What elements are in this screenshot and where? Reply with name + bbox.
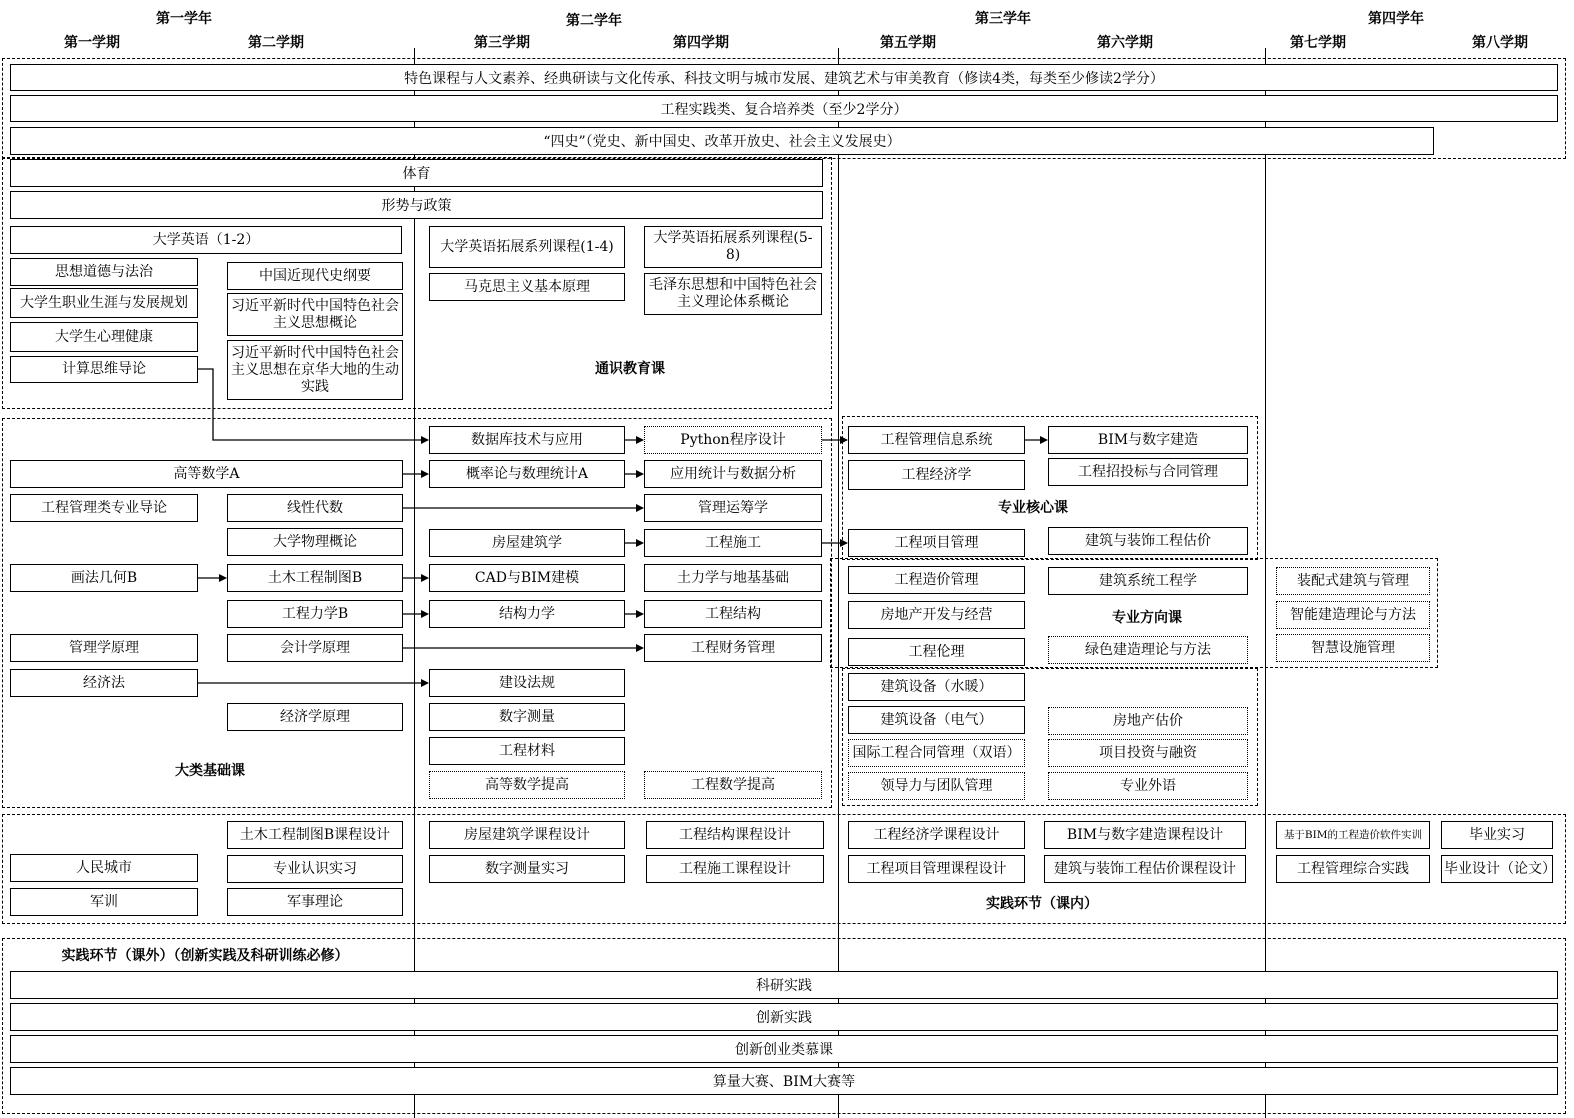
course-leadership: 领导力与团队管理 — [848, 772, 1025, 800]
year-2-header: 第二学年 — [566, 13, 622, 29]
direction-label: 专业方向课 — [1112, 610, 1182, 626]
humanities-bar: 特色课程与人文素养、经典研读与文化传承、科技文明与城市发展、建筑艺术与审美教育（修读4类，每类至少修读2学分） — [10, 64, 1558, 91]
course-pe: 体育 — [10, 159, 823, 187]
semester-1-header: 第一学期 — [64, 35, 120, 51]
course-probability: 概率论与数理统计A — [429, 460, 625, 488]
course-survey-practice: 数字测量实习 — [429, 855, 625, 883]
course-eng-structure: 工程结构 — [644, 600, 822, 628]
course-structure-design: 工程结构课程设计 — [646, 821, 824, 849]
practice-contests: 算量大赛、BIM大赛等 — [10, 1067, 1558, 1095]
course-econ-design: 工程经济学课程设计 — [848, 821, 1025, 849]
course-bim-cost-training: 基于BIM的工程造价软件实训 — [1276, 821, 1430, 849]
course-soil: 土力学与地基基础 — [644, 564, 822, 592]
course-building-design: 房屋建筑学课程设计 — [429, 821, 625, 849]
course-regulations: 建设法规 — [429, 669, 625, 697]
year-1-header: 第一学年 — [156, 11, 212, 27]
semester-6-header: 第六学期 — [1097, 35, 1153, 51]
course-investment: 项目投资与融资 — [1048, 739, 1248, 767]
practice-out-label: 实践环节（课外）（创新实践及科研训练必修） — [61, 948, 349, 964]
course-digital-survey: 数字测量 — [429, 703, 625, 731]
course-mgmt-practice: 工程管理综合实践 — [1276, 855, 1430, 883]
course-people-city: 人民城市 — [10, 854, 198, 882]
practice-innovation: 创新实践 — [10, 1003, 1558, 1031]
course-green: 绿色建造理论与方法 — [1048, 636, 1248, 664]
course-materials: 工程材料 — [429, 737, 625, 765]
course-real-estate-dev: 房地产开发与经营 — [848, 601, 1025, 629]
course-decoration-est: 建筑与装饰工程估价 — [1048, 527, 1248, 555]
course-intro: 工程管理类专业导论 — [10, 494, 198, 522]
course-construction-design: 工程施工课程设计 — [646, 855, 824, 883]
course-building: 房屋建筑学 — [429, 529, 625, 557]
course-military-theory: 军事理论 — [227, 888, 403, 916]
course-math-a: 高等数学A — [10, 460, 403, 488]
course-cad-bim: CAD与BIM建模 — [429, 564, 625, 592]
course-internship: 毕业实习 — [1441, 821, 1553, 849]
course-bim-digital: BIM与数字建造 — [1048, 426, 1248, 454]
core-label: 专业核心课 — [998, 500, 1068, 516]
course-smart-facility: 智慧设施管理 — [1276, 634, 1430, 662]
course-pm-design: 工程项目管理课程设计 — [848, 855, 1025, 883]
course-appraisal: 房地产估价 — [1048, 707, 1248, 735]
course-equip-heating: 建筑设备（水暖） — [848, 673, 1025, 701]
course-english: 大学英语（1-2） — [10, 226, 402, 254]
course-database: 数据库技术与应用 — [429, 426, 625, 454]
course-systems-eng: 建筑系统工程学 — [1048, 567, 1248, 595]
course-english-ext-5-8: 大学英语拓展系列课程(5-8) — [644, 226, 822, 268]
course-psych: 大学生心理健康 — [10, 322, 198, 352]
course-bidding: 工程招投标与合同管理 — [1048, 458, 1248, 486]
course-computing: 计算思维导论 — [10, 356, 198, 383]
course-marxism: 马克思主义基本原理 — [429, 273, 625, 301]
course-mis: 工程管理信息系统 — [848, 426, 1025, 454]
foundation-label: 大类基础课 — [175, 763, 245, 779]
course-eng-econ: 工程经济学 — [848, 460, 1025, 490]
course-eng-math-adv: 工程数学提高 — [644, 771, 822, 799]
course-mechanics-b: 工程力学B — [227, 600, 403, 628]
semester-2-header: 第二学期 — [248, 35, 304, 51]
year-4-header: 第四学年 — [1368, 11, 1424, 27]
course-prof-english: 专业外语 — [1048, 772, 1248, 800]
course-civil-drawing-design: 土木工程制图B课程设计 — [227, 821, 403, 849]
semester-3-header: 第三学期 — [474, 35, 530, 51]
course-descriptive-geo: 画法几何B — [10, 564, 198, 592]
course-ethics: 工程伦理 — [848, 638, 1025, 666]
four-histories-bar: “四史”（党史、新中国史、改革开放史、社会主义发展史） — [10, 127, 1434, 155]
course-military-training: 军训 — [10, 888, 198, 916]
course-thesis: 毕业设计（论文） — [1441, 855, 1553, 883]
course-civil-drawing: 土木工程制图B — [227, 564, 403, 592]
course-policy: 形势与政策 — [10, 191, 823, 219]
course-operations: 管理运筹学 — [644, 494, 822, 522]
course-intelligent: 智能建造理论与方法 — [1276, 601, 1430, 629]
course-cognition: 专业认识实习 — [227, 855, 403, 883]
practice-in-label: 实践环节（课内） — [986, 896, 1098, 912]
course-physics: 大学物理概论 — [227, 528, 403, 556]
course-morality: 思想道德与法治 — [10, 258, 198, 286]
course-math-adv: 高等数学提高 — [429, 771, 625, 799]
course-english-ext-1-4: 大学英语拓展系列课程(1-4) — [429, 226, 625, 268]
course-estimate-design: 建筑与装饰工程估价课程设计 — [1044, 855, 1246, 883]
course-prefab: 装配式建筑与管理 — [1276, 567, 1430, 595]
practice-mooc: 创新创业类慕课 — [10, 1035, 1558, 1063]
semester-4-header: 第四学期 — [673, 35, 729, 51]
course-economics: 经济学原理 — [227, 703, 403, 731]
practice-research: 科研实践 — [10, 971, 1558, 999]
course-intl-contract: 国际工程合同管理（双语） — [848, 739, 1025, 767]
course-construction: 工程施工 — [644, 529, 822, 557]
engineering-practice-bar: 工程实践类、复合培养类（至少2学分） — [10, 95, 1558, 122]
course-mao: 毛泽东思想和中国特色社会主义理论体系概论 — [644, 273, 822, 315]
semester-8-header: 第八学期 — [1472, 35, 1528, 51]
course-bim-design: BIM与数字建造课程设计 — [1044, 821, 1246, 849]
course-equip-electric: 建筑设备（电气） — [848, 706, 1025, 734]
general-education-label: 通识教育课 — [595, 361, 665, 377]
course-python: Python程序设计 — [644, 426, 822, 454]
course-finance: 工程财务管理 — [644, 634, 822, 662]
course-structural: 结构力学 — [429, 600, 625, 628]
course-modern-history: 中国近现代史纲要 — [227, 262, 403, 290]
course-cost-mgmt: 工程造价管理 — [848, 566, 1025, 594]
course-management: 管理学原理 — [10, 634, 198, 662]
arrow-computing-to-database — [198, 369, 428, 440]
course-econ-law: 经济法 — [10, 669, 198, 697]
semester-5-header: 第五学期 — [880, 35, 936, 51]
course-xi-thought: 习近平新时代中国特色社会主义思想概论 — [227, 293, 403, 336]
course-xi-practice: 习近平新时代中国特色社会主义思想在京华大地的生动实践 — [227, 340, 403, 400]
semester-7-header: 第七学期 — [1290, 35, 1346, 51]
course-accounting: 会计学原理 — [227, 634, 403, 662]
year-3-header: 第三学年 — [975, 11, 1031, 27]
course-project-mgmt: 工程项目管理 — [848, 529, 1025, 557]
course-applied-stats: 应用统计与数据分析 — [644, 460, 822, 488]
course-career: 大学生职业生涯与发展规划 — [10, 288, 198, 318]
course-linear: 线性代数 — [227, 494, 403, 522]
